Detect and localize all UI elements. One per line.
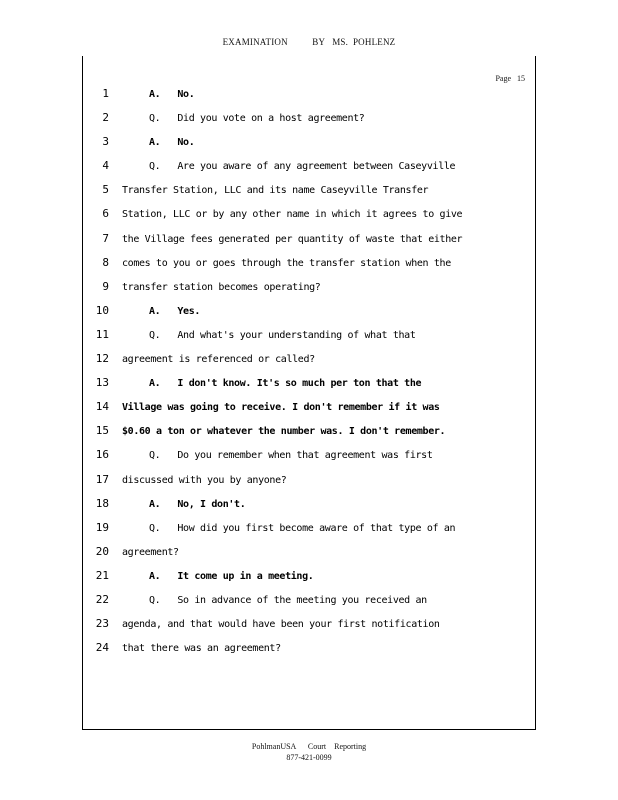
transcript-line [83,373,535,397]
transcript-line [83,470,535,494]
line-number: 14 [95,400,109,414]
question-text: comes to you or goes through the transfer station when the [122,257,451,269]
line-number: 21 [95,568,109,582]
line-number: 6 [102,207,109,221]
line-number: 10 [95,303,109,317]
transcript-line [83,518,535,542]
transcript-line [83,180,535,204]
line-number: 24 [95,641,109,655]
transcript-line [83,229,535,253]
answer-text: A. I don't know. It's so much per ton that the [149,378,422,390]
line-number: 17 [95,472,109,486]
line-number: 11 [95,327,109,341]
transcript-line [83,84,535,108]
line-number: 15 [95,424,109,438]
question-text: transfer station becomes operating? [122,281,321,293]
page-number: Page 15 [495,74,525,83]
transcript-line [83,132,535,156]
transcript-lines [83,84,535,662]
question-text: Q. How did you first become aware of that type of an [149,522,456,534]
transcript-line [83,108,535,132]
transcript-line [83,421,535,445]
question-text: the Village fees generated per quantity of waste that either [122,233,463,245]
transcript-line [83,494,535,518]
line-number: 12 [95,352,109,366]
transcript-line [83,542,535,566]
line-number: 4 [102,159,109,173]
question-text: that there was an agreement? [122,643,281,655]
transcript-line [83,204,535,228]
transcript-line [83,614,535,638]
line-number: 13 [95,376,109,390]
line-number: 8 [102,255,109,269]
answer-text: $0.60 a ton or whatever the number was. I don't remember. [122,426,446,438]
footer-phone: 877-421-0099 [286,753,332,762]
answer-text: A. No, I don't. [149,498,246,510]
answer-text: Village was going to receive. I don't remember if it was [122,402,440,414]
question-text: Q. And what's your understanding of what that [149,329,416,341]
transcript-line [83,397,535,421]
transcript-line [83,325,535,349]
question-text: agenda, and that would have been your first notification [122,619,440,631]
line-number: 7 [102,231,109,245]
transcript-line [83,445,535,469]
answer-text: A. No. [149,137,195,149]
header-title: EXAMINATION BY MS. POHLENZ [222,37,396,47]
transcript-line [83,301,535,325]
line-number: 20 [95,544,109,558]
question-text: Transfer Station, LLC and its name Caseyville Transfer [122,185,429,197]
line-number: 19 [95,520,109,534]
question-text: Q. Are you aware of any agreement between Caseyville [149,161,456,173]
transcript-line [83,566,535,590]
line-number: 3 [102,135,109,149]
transcript-line [83,277,535,301]
question-text: discussed with you by anyone? [122,474,287,486]
question-text: Q. Did you vote on a host agreement? [149,113,365,125]
line-number: 18 [95,496,109,510]
line-number: 9 [102,279,109,293]
line-number: 5 [102,183,109,197]
answer-text: A. Yes. [149,305,201,317]
line-number: 23 [95,617,109,631]
transcript-line [83,590,535,614]
transcript-frame [82,56,536,730]
line-number: 2 [102,111,109,125]
question-text: agreement is referenced or called? [122,354,315,366]
footer-company: PohlmanUSA Court Reporting [251,742,367,751]
question-text: Q. So in advance of the meeting you received an [149,594,427,606]
page-footer [0,741,618,763]
question-text: agreement? [122,546,179,558]
line-number: 16 [95,448,109,462]
answer-text: A. No. [149,89,195,100]
transcript-line [83,349,535,373]
question-text: Station, LLC or by any other name in which it agrees to give [122,209,463,221]
line-number: 1 [102,87,109,100]
answer-text: A. It come up in a meeting. [149,570,314,582]
transcript-line [83,253,535,277]
page-header [0,37,618,47]
transcript-line [83,638,535,662]
line-number: 22 [95,592,109,606]
question-text: Q. Do you remember when that agreement was first [149,450,433,462]
transcript-line [83,156,535,180]
